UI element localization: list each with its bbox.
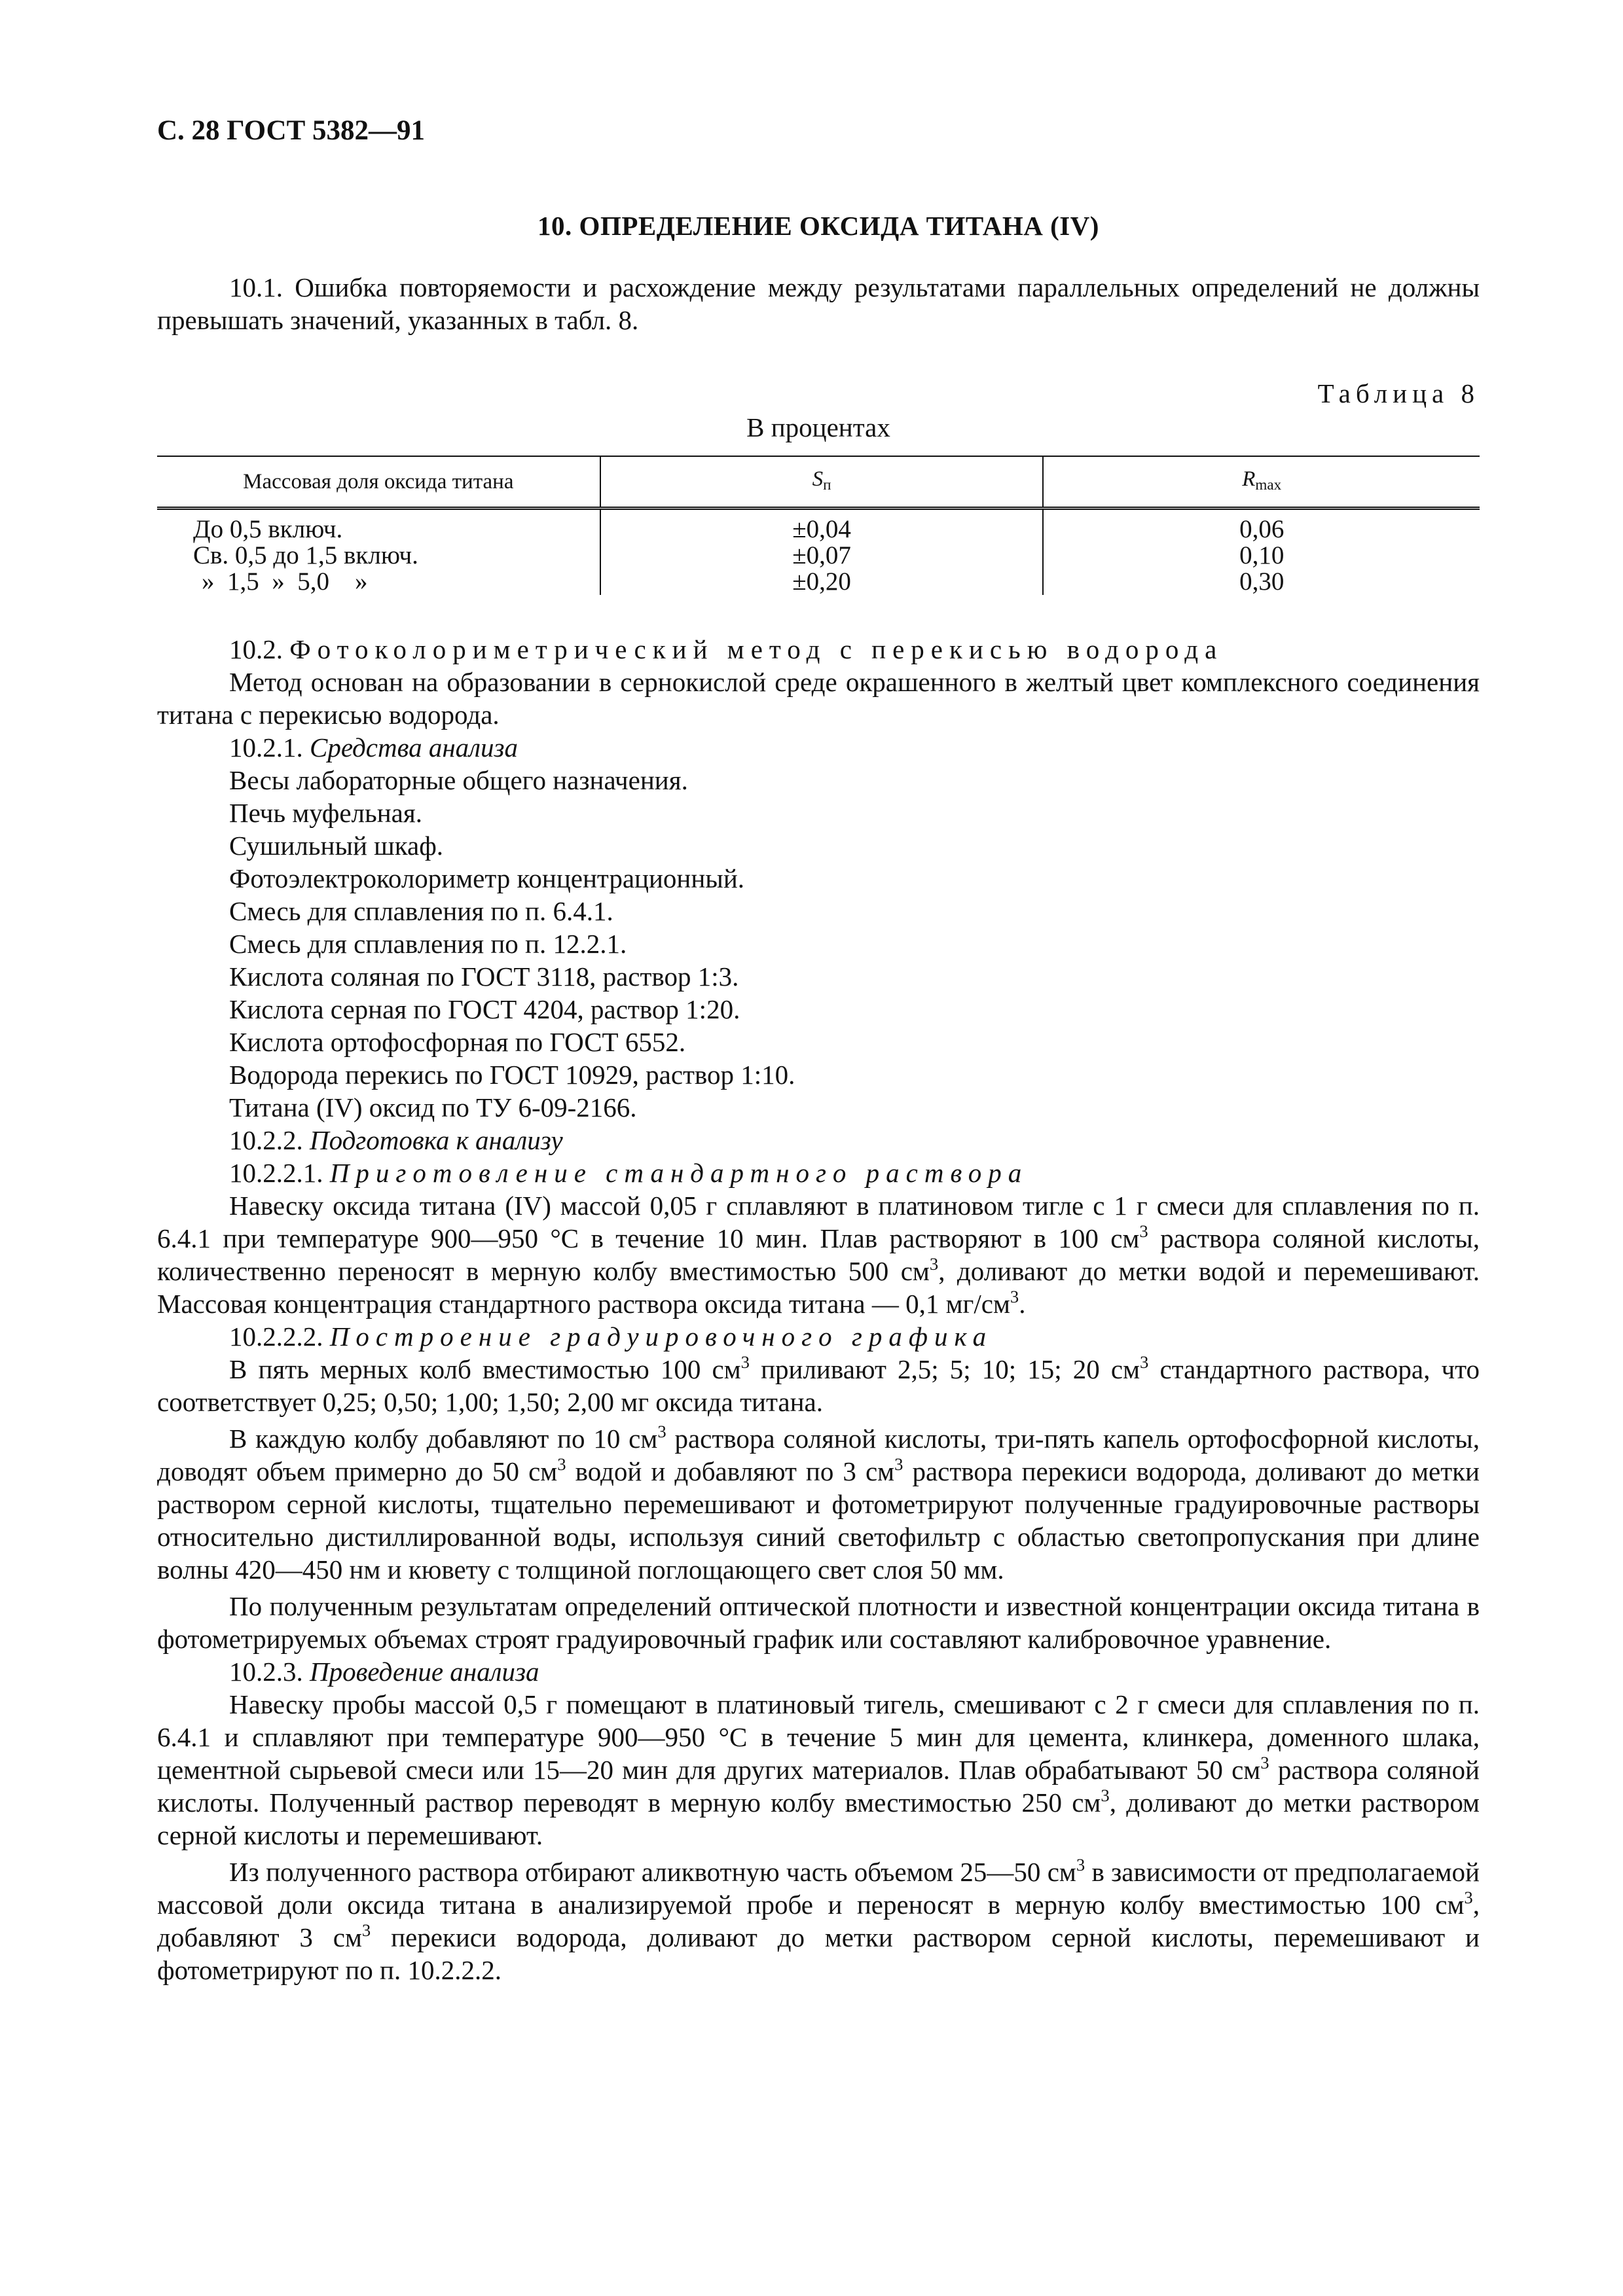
list-item: Титана (IV) оксид по ТУ 6-09-2166. [229, 1092, 637, 1122]
table-cell: » 1,5 » 5,0 » [202, 567, 368, 596]
table-row [157, 569, 1480, 595]
heading-10-2-2-2: 10.2.2.2. Построение градуировочного графика [229, 1321, 993, 1352]
table-row [157, 543, 1480, 569]
header-mass-fraction: Массовая доля оксида титана [157, 456, 600, 509]
table-cell: ±0,20 [600, 569, 1044, 595]
list-item: Печь муфельная. [229, 798, 422, 828]
table-cell: ±0,04 [600, 509, 1044, 543]
heading-10-2-3: 10.2.3. Проведение анализа [229, 1657, 539, 1687]
list-item: Весы лабораторные общего назначения. [229, 765, 688, 795]
heading-10-2-2: 10.2.2. Подготовка к анализу [229, 1125, 563, 1155]
table-8 [157, 456, 1480, 595]
list-item: Смесь для сплавления по п. 12.2.1. [229, 929, 627, 959]
heading-10-2: 10.2. Фотоколориметрический метод с перекисью водорода [229, 634, 1224, 664]
document-page [157, 115, 1480, 1986]
list-item: Кислота соляная по ГОСТ 3118, раствор 1:3. [229, 961, 739, 992]
table-cell: 0,10 [1043, 543, 1480, 569]
paragraph-10-2-3-b: Из полученного раствора отбирают аликвотную часть объемом 25—50 $см^3$ в зависимости от предполагаемой массовой доли оксида титана в анализируемой пробе и переносят в мерную колбу вместимостью 100 $см^3$, добавляют 3 $см^3$ перекиси водорода, доливают до метки раствором серной кислоты, перемешивают и фотометрируют по п. 10.2.2.2. [157, 1855, 1480, 1985]
table-row [157, 509, 1480, 543]
table-header-row [157, 456, 1480, 509]
paragraph-10-2: Метод основан на образовании в сернокислой среде окрашенного в желтый цвет комплексного соединения титана с перекисью водорода. [157, 667, 1480, 730]
paragraph-10-2-2-1: Навеску оксида титана (IV) массой 0,05 г сплавляют в платиновом тигле с 1 г смеси для сплавления по п. 6.4.1 при температуре 900—950 °С в течение 10 мин. Плав растворяют в 100 $см^3$ раствора соляной кислоты, количественно переносят в мерную колбу вместимостью 500 $см^3$, доливают до метки водой и перемешивают. Массовая концентрация стандартного раствора оксида титана — 0,1 $мг/см^3$. [157, 1191, 1480, 1319]
list-item: Кислота серная по ГОСТ 4204, раствор 1:20. [229, 994, 740, 1024]
section-title: 10. ОПРЕДЕЛЕНИЕ ОКСИДА ТИТАНА (IV) [538, 211, 1099, 241]
list-item: Водорода перекись по ГОСТ 10929, раствор 1:10. [229, 1060, 795, 1090]
table-unit: В процентах [746, 412, 890, 442]
table-cell: 0,06 [1043, 509, 1480, 543]
list-item: Кислота ортофосфорная по ГОСТ 6552. [229, 1027, 686, 1057]
paragraph-10-1: 10.1. Ошибка повторяемости и расхождение между результатами параллельных определений не должны превышать значений, указанных в табл. 8. [157, 272, 1480, 335]
page-header: С. 28 ГОСТ 5382—91 [157, 115, 426, 146]
list-item: Сушильный шкаф. [229, 831, 444, 861]
table-cell: До 0,5 включ. [193, 515, 343, 543]
table-caption: Таблица 8 [1317, 378, 1480, 408]
heading-10-2-2-1: 10.2.2.1. Приготовление стандартного раствора [229, 1158, 1029, 1188]
table-cell: 0,30 [1043, 569, 1480, 595]
heading-10-2-1: 10.2.1. Средства анализа [229, 732, 519, 762]
list-item: Смесь для сплавления по п. 6.4.1. [229, 896, 613, 926]
paragraph-10-2-2-2-c: По полученным результатам определений оптической плотности и известной концентрации оксида титана в фотометрируемых объемах строят градуировочный график или составляют калибровочное уравнение. [157, 1591, 1480, 1654]
table-cell: Св. 0,5 до 1,5 включ. [193, 541, 418, 569]
header-rmax: $R_{max}$ [1043, 456, 1480, 509]
paragraph-10-2-3-a: Навеску пробы массой 0,5 г помещают в платиновый тигель, смешивают с 2 г смеси для сплавления по п. 6.4.1 и сплавляют при температуре 900—950 °С в течение 5 мин для цемента, клинкера, доменного шлака, цементной сырьевой смеси или 15—20 мин для других материалов. Плав обрабатывают 50 $см^3$ раствора соляной кислоты. Полученный раствор переводят в мерную колбу вместимостью 250 $см^3$, доливают до метки раствором серной кислоты и перемешивают. [157, 1689, 1480, 1850]
paragraph-10-2-2-2-b: В каждую колбу добавляют по 10 $см^3$ раствора соляной кислоты, три-пять капель ортофосфорной кислоты, доводят объем примерно до 50 $см^3$ водой и добавляют по 3 $см^3$ раствора перекиси водорода, доливают до метки раствором серной кислоты, тщательно перемешивают и фотометрируют полученные градуировочные растворы относительно дистиллированной воды, используя синий светофильтр с областью светопропускания при длине волны 420—450 нм и кювету с толщиной поглощающего свет слоя 50 мм. [157, 1422, 1480, 1585]
paragraph-10-2-2-2-a: В пять мерных колб вместимостью 100 $см^3$ приливают 2,5; 5; 10; 15; 20 $см^3$ стандартного раствора, что соответствует 0,25; 0,50; 1,00; 1,50; 2,00 мг оксида титана. [157, 1352, 1480, 1417]
table-cell: ±0,07 [600, 543, 1044, 569]
header-sr: $S_п$ [600, 456, 1044, 509]
list-item: Фотоэлектроколориметр концентрационный. [229, 863, 745, 893]
